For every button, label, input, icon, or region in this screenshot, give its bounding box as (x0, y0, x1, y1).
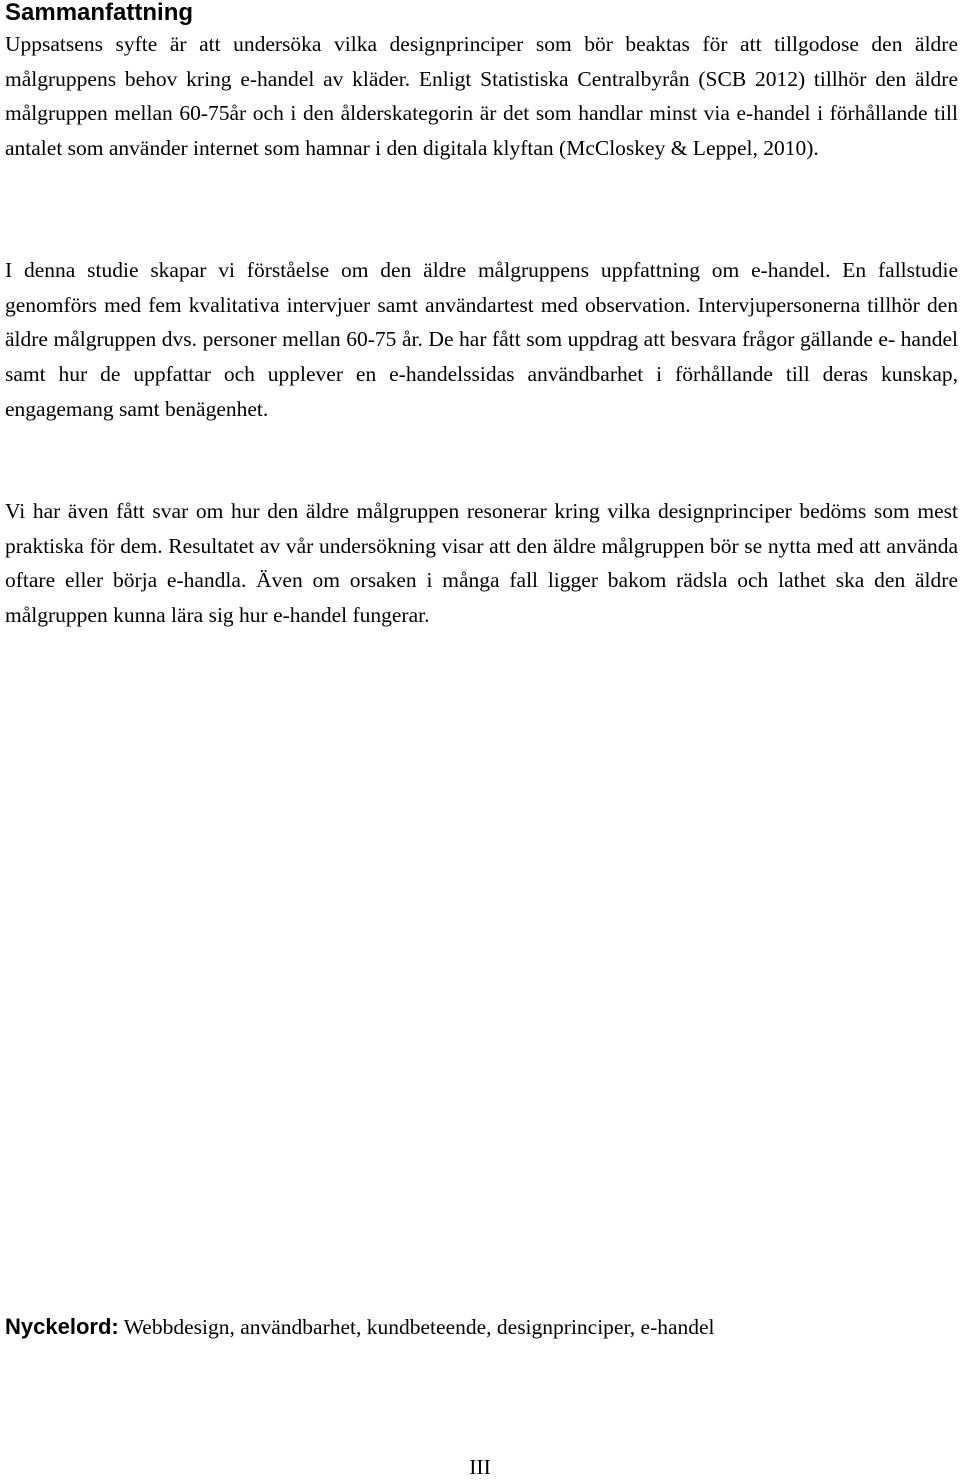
abstract-paragraph-3: Vi har även fått svar om hur den äldre målgruppen resonerar kring vilka designprinciper bedöms som mest praktiska för dem. Resultatet av vår undersökning visar att den äldre målgruppen bör se nytta med att använda oftare eller börja e-handla. Även om orsaken i många fall ligger bakom rädsla och lathet ska den äldre målgruppen kunna lära sig hur e-handel fungerar. (5, 499, 958, 628)
abstract-paragraph-1: Uppsatsens syfte är att undersöka vilka designprinciper som bör beaktas för att tillgodose den äldre målgruppens behov kring e-handel av kläder. Enligt Statistiska Centralbyrån (SCB 2012) tillhör den äldre målgruppen mellan 60-75år och i den ålderskategorin är det som handlar minst via e-handel i förhållande till antalet som använder internet som hamnar i den digitala klyftan (McCloskey & Leppel, 2010). (5, 32, 958, 161)
keywords-list: Webbdesign, användbarhet, kundbeteende, designprinciper, e-handel (118, 1315, 715, 1339)
abstract-paragraph-2: I denna studie skapar vi förståelse om den äldre målgruppens uppfattning om e-handel. En fallstudie genomförs med fem kvalitativa intervjuer samt användartest med observation. Intervjupersonerna tillhör den äldre målgruppen dvs. personer mellan 60-75 år. De har fått som uppdrag att besvara frågor gällande e- handel samt hur de uppfattar och upplever en e-handelssidas användbarhet i förhållande till deras kunskap, engagemang samt benägenhet. (5, 258, 958, 421)
section-heading: Sammanfattning (5, 0, 194, 26)
keywords-label: Nyckelord: (5, 1314, 119, 1339)
keywords-line (5, 1311, 715, 1343)
page-number: III (469, 1455, 491, 1479)
